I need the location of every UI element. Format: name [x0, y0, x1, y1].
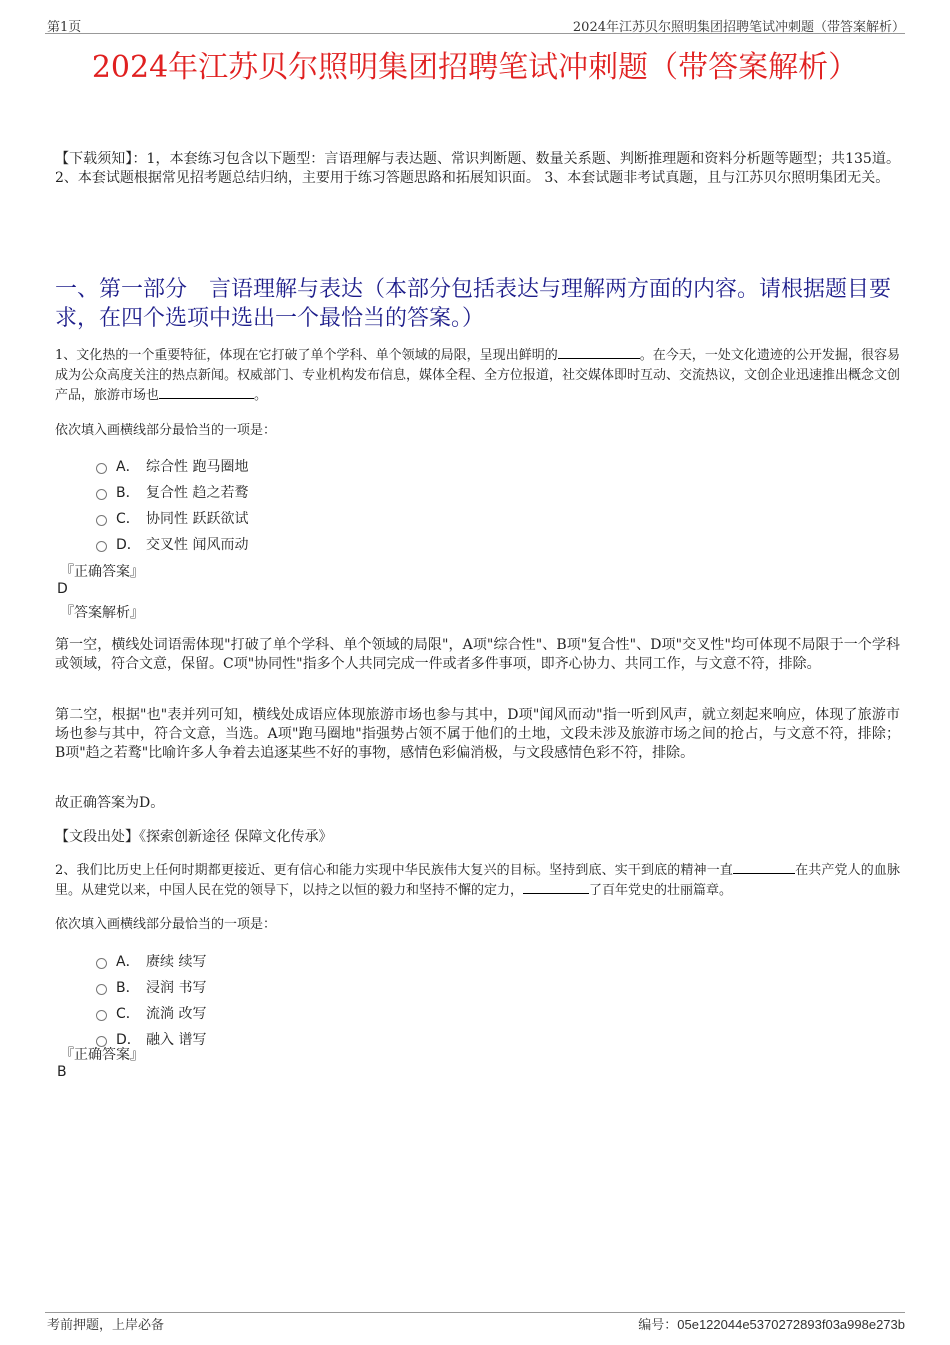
blank [733, 861, 795, 874]
option-text: 融入 谱写 [146, 1032, 207, 1048]
radio-icon[interactable] [96, 489, 107, 500]
q1-analysis-2: 第二空，根据"也"表并列可知，横线处成语应体现旅游市场也参与其中，D项"闻风而动"指一听到风声，就立刻起来响应，体现了旅游市场也参与其中，符合文意，当选。A项"跑马圈地"指强势占领不属于他们的土地，文段未涉及旅游市场之间的抢占，与文意不符，排除；B项"趋之若鹜"比喻许多人争着去追逐某些不好的事物，感情色彩偏消极，与文段感情色彩不符，排除。 [55, 707, 900, 761]
page-number: 第1页 [47, 20, 82, 35]
q2-text-a: 2、我们比历史上任何时期都更接近、更有信心和能力实现中华民族伟大复兴的目标。坚持到底、实干到底的精神一直 [55, 863, 733, 878]
option-text: 赓续 续写 [146, 954, 207, 970]
footer-doc-id: 编号：05e122044e5370272893f03a998e273b [638, 1317, 905, 1332]
q1-text-a: 1、文化热的一个重要特征，体现在它打破了单个学科、单个领域的局限，呈现出鲜明的 [55, 348, 558, 363]
q2-option-b[interactable] [96, 977, 206, 997]
option-text: 协同性 跃跃欲试 [146, 511, 249, 527]
option-letter: A． [116, 954, 140, 970]
q1-analysis-1: 第一空，横线处词语需体现"打破了单个学科、单个领域的局限"，A项"综合性"、B项"复合性"、D项"交叉性"均可体现不局限于一个学科或领域，符合文意，保留。C项"协同性"指多个人共同完成一件或者多件事项，即齐心协力、共同工作，与文意不符，排除。 [55, 637, 900, 672]
radio-icon[interactable] [96, 463, 107, 474]
option-letter: D． [116, 1032, 141, 1048]
option-text: 交叉性 闻风而动 [146, 537, 249, 553]
header-divider [45, 33, 905, 34]
option-letter: A． [116, 459, 140, 475]
radio-icon[interactable] [96, 515, 107, 526]
q1-answer: D [57, 581, 68, 597]
q1-analysis-label: 『答案解析』 [60, 605, 144, 621]
section-heading: 一、第一部分 言语理解与表达（本部分包括表达与理解两方面的内容。请根据题目要求，在四个选项中选出一个最恰当的答案。） [55, 277, 892, 331]
q2-text-b: 在共产党人的血脉里。从建党以来，中国人民在党的领导下，以持之以恒的毅力和坚持不懈的定力， [55, 863, 900, 898]
option-letter: C． [116, 511, 140, 527]
q1-option-a[interactable] [96, 456, 248, 476]
header-doc-title: 2024年江苏贝尔照明集团招聘笔试冲刺题（带答案解析） [572, 20, 905, 35]
option-letter: B． [116, 980, 140, 996]
option-letter: B． [116, 485, 140, 501]
option-letter: C． [116, 1006, 140, 1022]
q2-answer-label: 『正确答案』 [60, 1047, 144, 1063]
q2-answer: B [57, 1064, 67, 1080]
blank [558, 346, 640, 359]
q1-source: 【文段出处】《探索创新途径 保障文化传承》 [55, 829, 333, 845]
q2-text-c: 了百年党史的壮丽篇章。 [589, 883, 733, 898]
blank [159, 386, 254, 399]
download-notice: 【下载须知】：1，本套练习包含以下题型：言语理解与表达题、常识判断题、数量关系题、判断推理题和资料分析题等题型；共135道。 2、本套试题根据常见招考题总结归纳，主要用于练习答题思路和拓展知识面。 3、本套试题非考试真题，且与江苏贝尔照明集团无关。 [55, 151, 900, 186]
option-text: 复合性 趋之若鹜 [146, 485, 249, 501]
q2-option-c[interactable] [96, 1003, 206, 1023]
question-1-text [55, 346, 900, 406]
q2-option-a[interactable] [96, 951, 206, 971]
question-2-text [55, 861, 900, 901]
q1-analysis-3: 故正确答案为D。 [55, 795, 165, 811]
option-text: 浸润 书写 [146, 980, 207, 996]
option-text: 综合性 跑马圈地 [146, 459, 249, 475]
q1-option-b[interactable] [96, 482, 248, 502]
question-1-prompt: 依次填入画横线部分最恰当的一项是： [55, 423, 277, 438]
q1-answer-label: 『正确答案』 [60, 564, 144, 580]
q1-text-b: 。在今天，一处文化遗迹的公开发掘，很容易成为公众高度关注的热点新闻。权威部门、专业机构发布信息，媒体全程、全方位报道，社交媒体即时互动、交流热议，文创企业迅速推出概念文创产品，旅游市场也 [55, 348, 901, 403]
radio-icon[interactable] [96, 958, 107, 969]
radio-icon[interactable] [96, 541, 107, 552]
option-text: 流淌 改写 [146, 1006, 207, 1022]
radio-icon[interactable] [96, 1010, 107, 1021]
footer-slogan: 考前押题，上岸必备 [47, 1318, 165, 1333]
blank [523, 881, 589, 894]
page-title: 2024年江苏贝尔照明集团招聘笔试冲刺题（带答案解析） [91, 50, 859, 85]
q1-option-c[interactable] [96, 508, 248, 528]
option-letter: D． [116, 537, 141, 553]
q1-option-d[interactable] [96, 534, 248, 554]
footer-divider [45, 1312, 905, 1313]
q1-text-c: 。 [254, 388, 268, 403]
radio-icon[interactable] [96, 984, 107, 995]
question-2-prompt: 依次填入画横线部分最恰当的一项是： [55, 917, 277, 932]
